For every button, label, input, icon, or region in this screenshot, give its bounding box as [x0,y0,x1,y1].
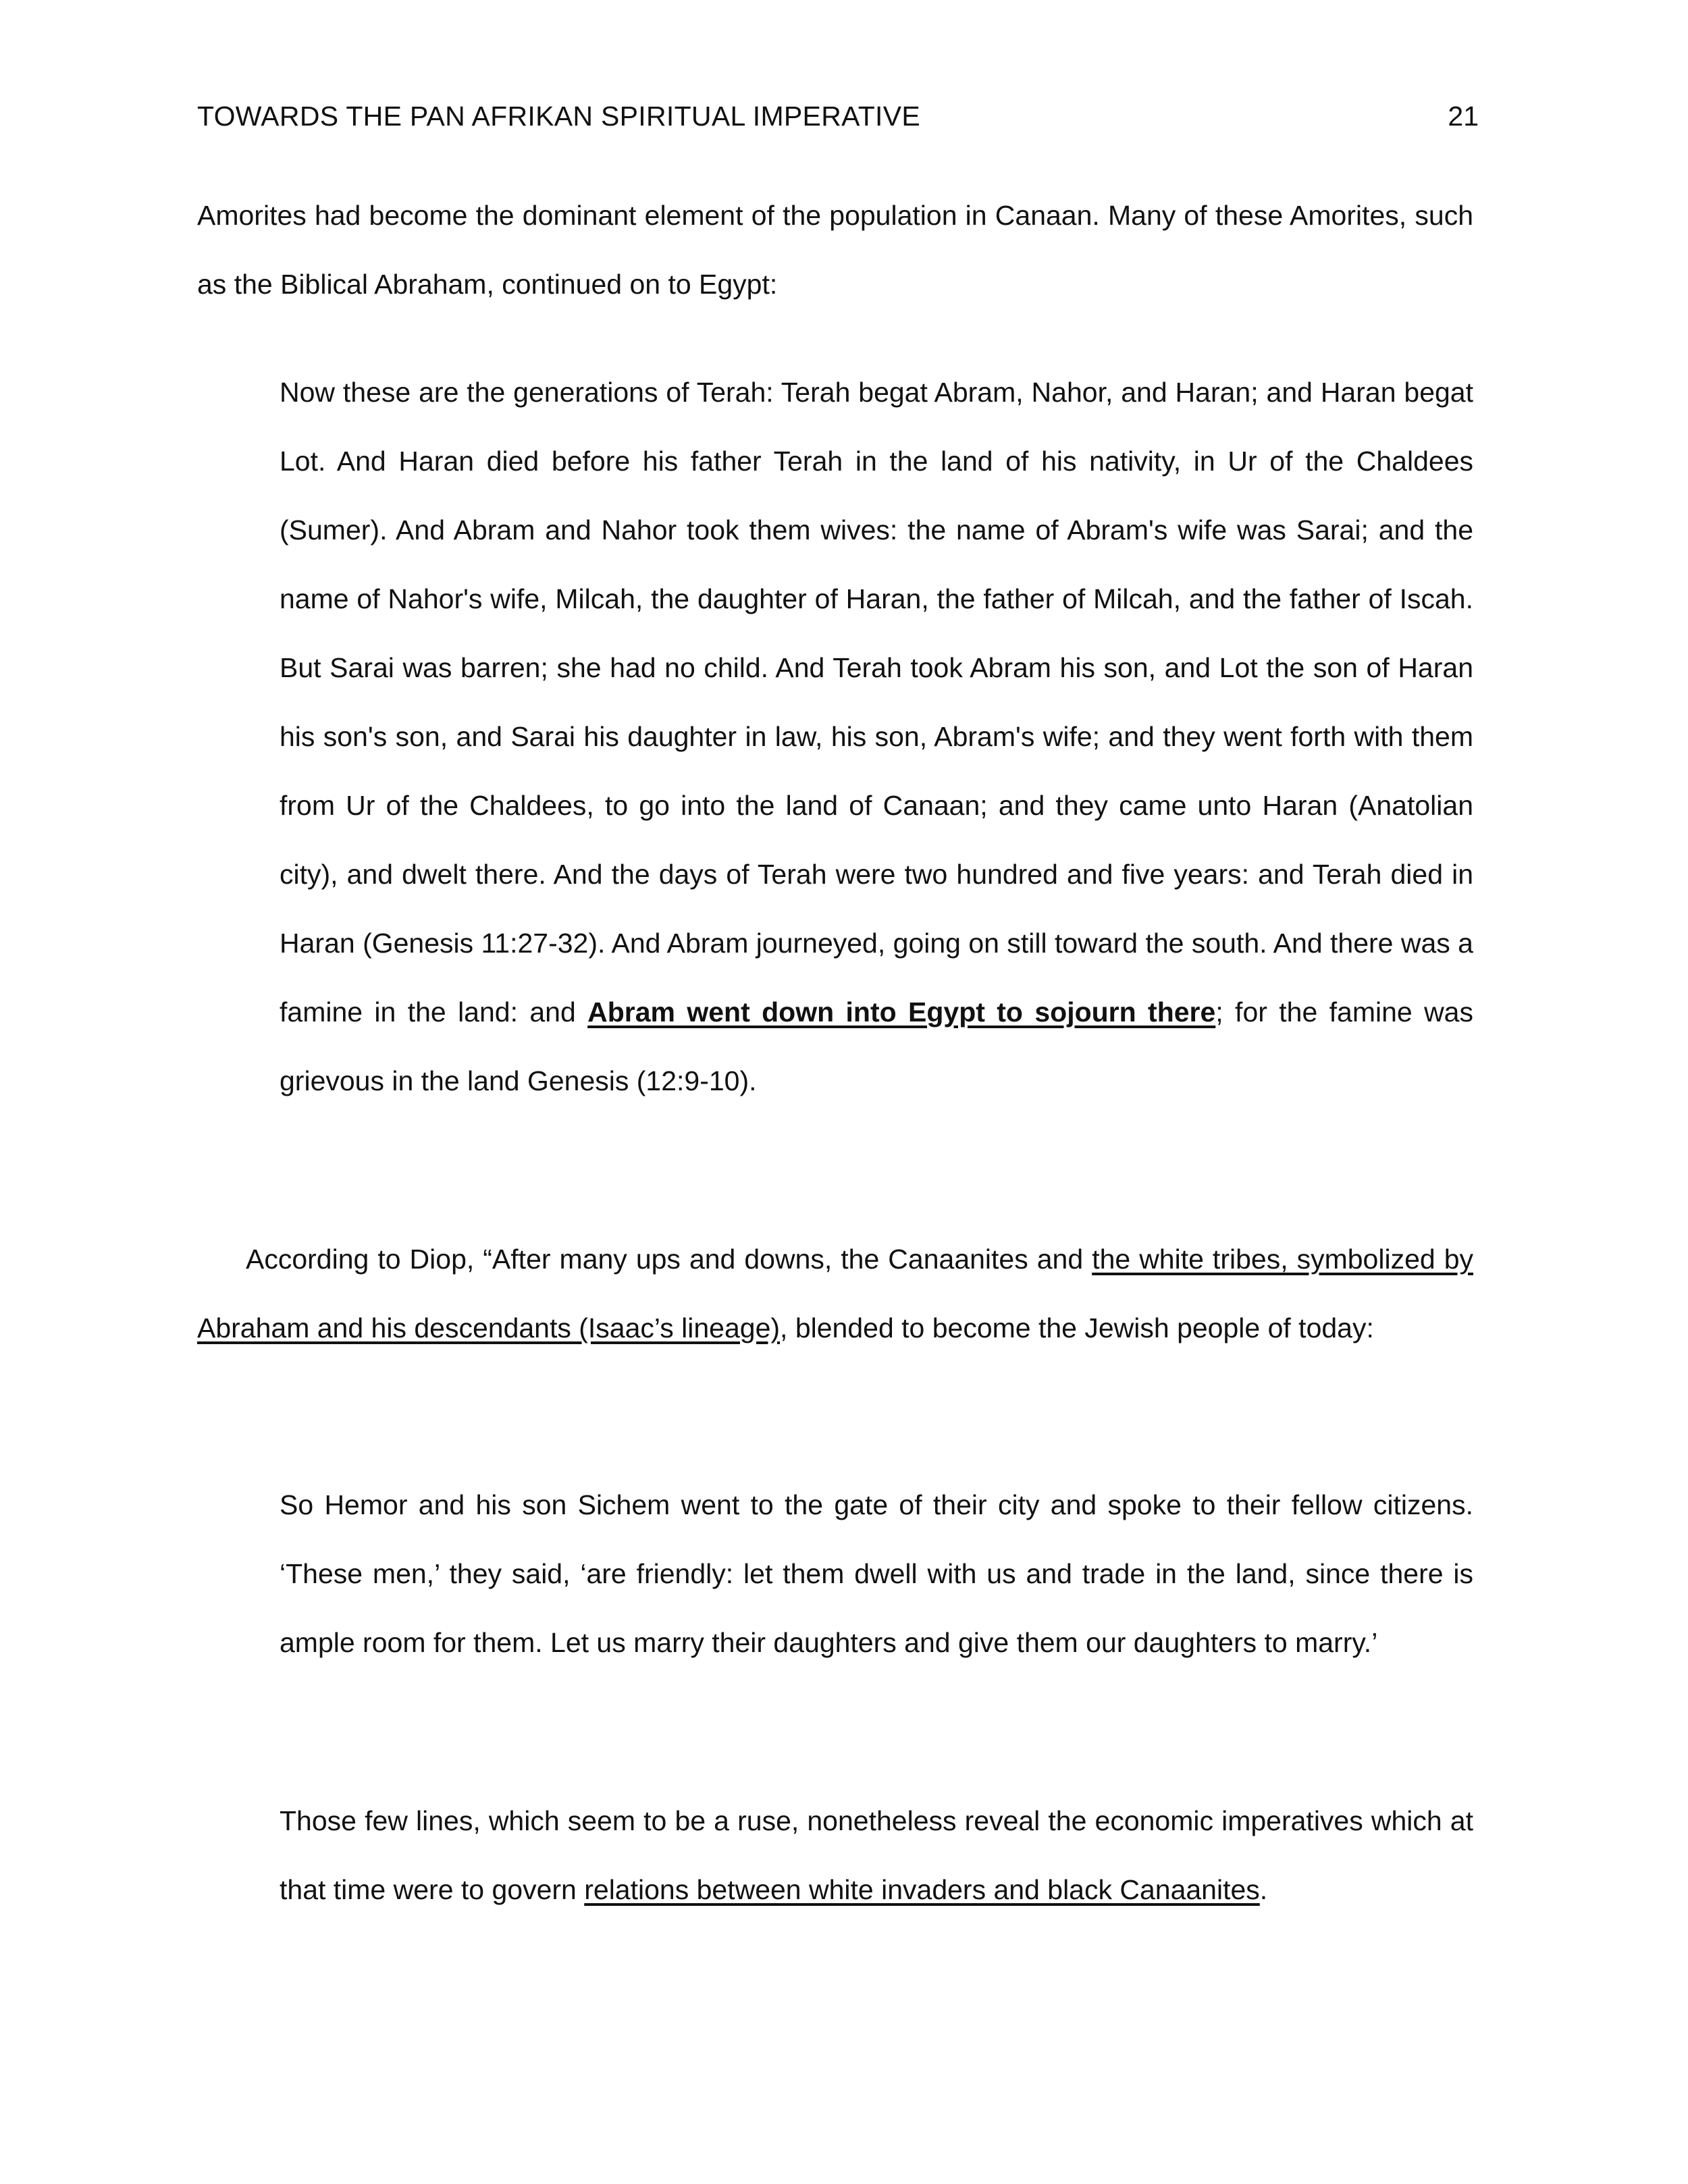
running-header: TOWARDS THE PAN AFRIKAN SPIRITUAL IMPERATIVE [197,101,921,132]
block-quote-ruse [280,1786,1473,1924]
quote-text-end: ; for the famine was grievous in the land Genesis (12:9-10). [280,996,1473,1096]
emphasized-phrase: Abram went down into Egypt to sojourn there [587,996,1216,1028]
quote-text: Those few lines, which seem to be a ruse, nonetheless reveal the economic imperatives which at that time were to govern [280,1805,1473,1905]
paragraph-text: According to Diop, “After many ups and downs, the Canaanites and [246,1244,1092,1275]
underlined-phrase: the white tribes, symbolized by Abraham and his descendants (Isaac’s lineage) [197,1244,1474,1343]
quote-text: Now these are the generations of Terah: Terah begat Abram, Nahor, and Haran; and Haran begat Lot. And Haran died before his father Terah in the land of his nativity, in Ur of the Chaldees (Sumer). And Abram and Nahor took them wives: the name of Abram's wife was Sarai; and the name of Nahor's wife, Milcah, the daughter of Haran, the father of Milcah, and the father of Iscah. But Sarai was barren; she had no child. And Terah took Abram his son, and Lot the son of Haran his son's son, and Sarai his daughter in law, his son, Abram's wife; and they went forth with them from Ur of the Chaldees, to go into the land of Canaan; and they came unto Haran (Anatolian city), and dwelt there. And the days of Terah were two hundred and five years: and Terah died in Haran (Genesis 11:27-32). And Abram journeyed, going on still toward the south. And there was a famine in the land: and [280,377,1473,1028]
block-quote-genesis [280,358,1473,1115]
paragraph-text-end: , blended to become the Jewish people of today: [780,1312,1374,1343]
page-number: 21 [1448,101,1479,132]
quote-text-end: . [1259,1874,1268,1905]
block-quote-hemor: So Hemor and his son Sichem went to the gate of their city and spoke to their fellow citizens. ‘These men,’ they said, ‘are friendly: let them dwell with us and trade in the land, since there is ample room for them. Let us marry their daughters and give them our daughters to marry.’ [280,1489,1473,1658]
body-paragraph-2 [197,1225,1473,1362]
underlined-phrase: relations between white invaders and black Canaanites [584,1874,1260,1905]
body-paragraph-1: Amorites had become the dominant element of the population in Canaan. Many of these Amorites, such as the Biblical Abraham, continued on to Egypt: [197,200,1473,300]
